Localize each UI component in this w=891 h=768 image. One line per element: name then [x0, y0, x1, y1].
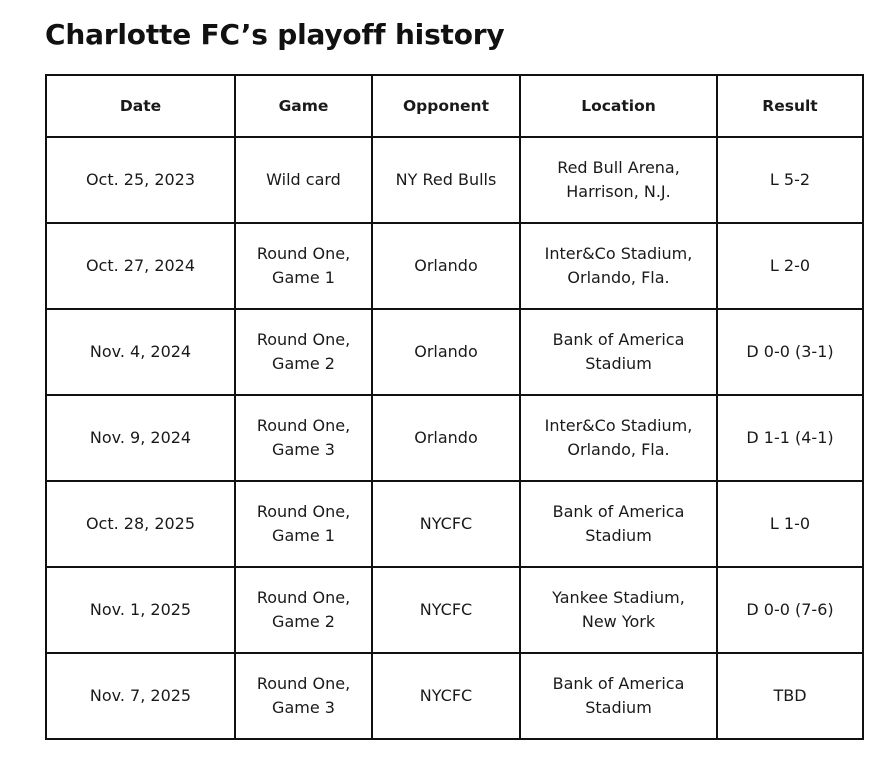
game-cell: [235, 567, 372, 653]
result-cell: D 1-1 (4-1): [717, 395, 863, 481]
page-title: Charlotte FC’s playoff history: [45, 18, 505, 51]
opponent-cell: Orlando: [372, 309, 520, 395]
location-cell-line: Yankee Stadium,: [552, 588, 685, 607]
location-cell-line: New York: [581, 612, 656, 631]
location-cell-line: Red Bull Arena,: [557, 158, 680, 177]
date-cell: Oct. 28, 2025: [46, 481, 235, 567]
result-cell: L 5-2: [717, 137, 863, 223]
result-cell: D 0-0 (7-6): [717, 567, 863, 653]
location-cell-line: Bank of America: [552, 502, 685, 521]
opponent-cell: Orlando: [372, 395, 520, 481]
table-row: [46, 309, 863, 395]
opponent-cell: NY Red Bulls: [372, 137, 520, 223]
opponent-cell: NYCFC: [372, 481, 520, 567]
game-cell: [235, 481, 372, 567]
game-cell: [235, 309, 372, 395]
game-cell-line: Round One,: [256, 244, 351, 263]
date-cell: Oct. 27, 2024: [46, 223, 235, 309]
result-cell: L 2-0: [717, 223, 863, 309]
table-body: [46, 137, 863, 739]
column-header-opponent: Opponent: [372, 75, 520, 137]
game-cell-line: Game 2: [272, 612, 335, 631]
game-cell-line: Round One,: [256, 502, 351, 521]
table-row: [46, 395, 863, 481]
game-cell-line: Round One,: [256, 416, 351, 435]
game-cell-line: Wild card: [266, 170, 341, 189]
opponent-cell: NYCFC: [372, 653, 520, 739]
location-cell-line: Harrison, N.J.: [566, 182, 671, 201]
table-row: [46, 481, 863, 567]
opponent-cell: Orlando: [372, 223, 520, 309]
location-cell: [520, 653, 717, 739]
location-cell: [520, 223, 717, 309]
result-cell: D 0-0 (3-1): [717, 309, 863, 395]
column-header-date: Date: [46, 75, 235, 137]
result-cell: TBD: [717, 653, 863, 739]
column-header-location: Location: [520, 75, 717, 137]
location-cell-line: Stadium: [585, 698, 652, 717]
game-cell: [235, 223, 372, 309]
opponent-cell: NYCFC: [372, 567, 520, 653]
game-cell-line: Round One,: [256, 674, 351, 693]
location-cell: [520, 137, 717, 223]
game-cell-line: Game 1: [272, 268, 335, 287]
date-cell: Nov. 4, 2024: [46, 309, 235, 395]
game-cell-line: Game 3: [272, 440, 335, 459]
location-cell-line: Orlando, Fla.: [567, 440, 670, 459]
location-cell-line: Bank of America: [552, 674, 685, 693]
location-cell: [520, 395, 717, 481]
column-header-result: Result: [717, 75, 863, 137]
game-cell: [235, 653, 372, 739]
game-cell-line: Game 2: [272, 354, 335, 373]
game-cell: [235, 137, 372, 223]
location-cell-line: Orlando, Fla.: [567, 268, 670, 287]
column-header-game: Game: [235, 75, 372, 137]
result-cell: L 1-0: [717, 481, 863, 567]
location-cell: [520, 309, 717, 395]
location-cell-line: Stadium: [585, 526, 652, 545]
table-row: [46, 137, 863, 223]
game-cell-line: Game 3: [272, 698, 335, 717]
location-cell: [520, 481, 717, 567]
location-cell-line: Inter&Co Stadium,: [544, 416, 693, 435]
game-cell: [235, 395, 372, 481]
playoff-history-table: [45, 74, 864, 740]
location-cell-line: Stadium: [585, 354, 652, 373]
game-cell-line: Game 1: [272, 526, 335, 545]
game-cell-line: Round One,: [256, 588, 351, 607]
table-row: [46, 567, 863, 653]
date-cell: Nov. 7, 2025: [46, 653, 235, 739]
table-row: [46, 223, 863, 309]
location-cell: [520, 567, 717, 653]
date-cell: Nov. 1, 2025: [46, 567, 235, 653]
table-header-row: [46, 75, 863, 137]
location-cell-line: Bank of America: [552, 330, 685, 349]
location-cell-line: Inter&Co Stadium,: [544, 244, 693, 263]
table-row: [46, 653, 863, 739]
date-cell: Nov. 9, 2024: [46, 395, 235, 481]
date-cell: Oct. 25, 2023: [46, 137, 235, 223]
game-cell-line: Round One,: [256, 330, 351, 349]
